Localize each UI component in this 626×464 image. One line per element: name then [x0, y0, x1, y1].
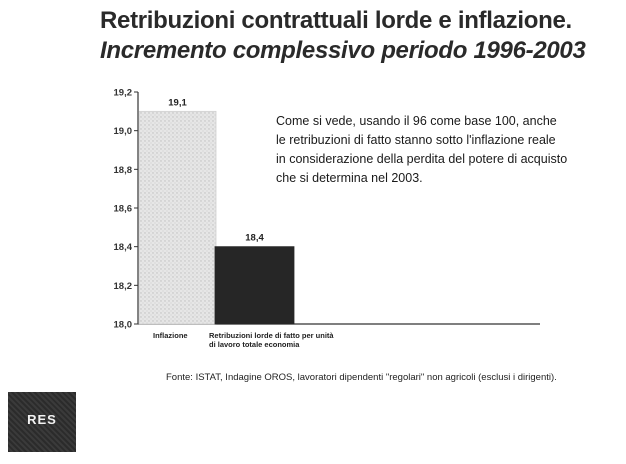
source-note: Fonte: ISTAT, Indagine OROS, lavoratori dipendenti "regolari" non agricoli (esclusi i dirigenti). [166, 372, 557, 383]
category-label: Inflazione [153, 331, 188, 340]
y-tick-label: 18,4 [113, 242, 132, 254]
y-tick-label: 18,0 [113, 319, 132, 331]
chart-annotation [276, 112, 626, 188]
y-tick-label: 19,2 [113, 87, 132, 99]
note-line-2: le retribuzioni di fatto stanno sotto l'inflazione reale [276, 133, 556, 147]
title-line-1: Retribuzioni contrattuali lorde e inflazione. [100, 7, 572, 34]
y-tick-label: 18,2 [113, 280, 132, 292]
y-tick-label: 18,8 [113, 164, 132, 176]
y-tick-label: 18,6 [113, 203, 132, 215]
category-label: di lavoro totale economia [209, 340, 300, 349]
note-line-4: che si determina nel 2003. [276, 171, 423, 185]
logo [8, 392, 76, 452]
note-line-3: in considerazione della perdita del potere di acquisto [276, 152, 568, 166]
bar-inflazione [139, 111, 216, 324]
data-label: 19,1 [168, 97, 187, 109]
data-label: 18,4 [245, 232, 264, 244]
y-tick-label: 19,0 [113, 126, 132, 138]
title-line-2: Incremento complessivo periodo 1996-2003 [100, 37, 586, 64]
category-label: Retribuzioni lorde di fatto per unità [209, 331, 334, 340]
note-line-1: Come si vede, usando il 96 come base 100, anche [276, 114, 557, 128]
bar-retribuzioni [215, 247, 294, 324]
logo-text: RES [27, 412, 57, 427]
